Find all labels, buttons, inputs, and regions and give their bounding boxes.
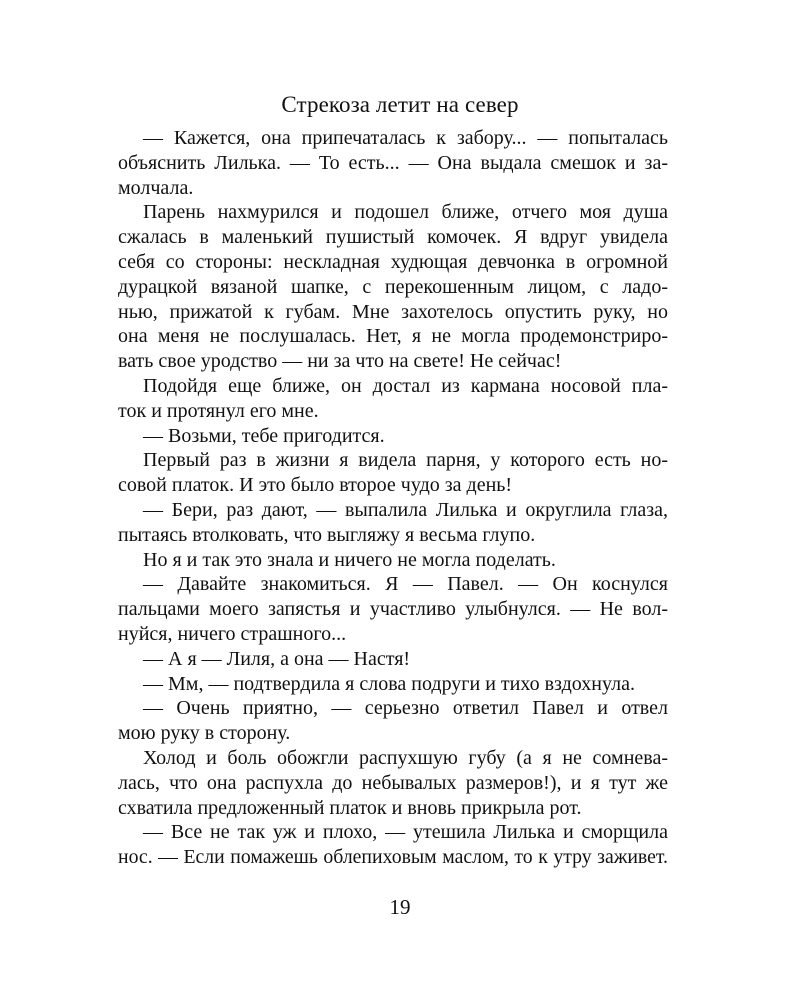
text-line: вать свое уродство — ни за что на свете! Не сейчас!: [118, 350, 562, 373]
text-line: — А я — Лиля, а она — Настя!: [143, 647, 411, 670]
text-line: нью, прижатой к губам. Мне захотелось опустить руку, но: [118, 300, 668, 323]
text-line: дурацкой вязаной шапке, с перекошенным лицом, с ладо-: [118, 275, 668, 298]
text-line: — Бери, раз дают, — выпалила Лилька и округлила глаза,: [143, 498, 668, 521]
text-line: пытаясь втолковать, что выгляжу я весьма глупо.: [118, 523, 536, 546]
page-number: 19: [389, 895, 411, 919]
text-line: сжалась в маленький пушистый комочек. Я вдруг увидела: [118, 226, 668, 249]
text-line: Парень нахмурился и подошел ближе, отчего моя душа: [143, 201, 668, 224]
text-line: Холод и боль обожгли распухшую губу (а я не сомнева-: [143, 746, 668, 769]
text-line: себя со стороны: нескладная худющая девчонка в огромной: [118, 250, 668, 273]
text-line: она меня не послушалась. Нет, я не могла продемонстриро-: [118, 325, 668, 348]
text-line: схватила предложенный платок и вновь прикрыла рот.: [118, 796, 582, 819]
text-line: пальцами моего запястья и участливо улыбнулся. — Не вол-: [118, 598, 668, 621]
text-line: ток и протянул его мне.: [118, 399, 319, 422]
text-line: — Мм, — подтвердила я слова подруги и тихо вздохнула.: [143, 672, 635, 695]
text-line: Но я и так это знала и ничего не могла поделать.: [143, 548, 556, 571]
text-line: объяснить Лилька. — То есть... — Она выдала смешок и за-: [118, 151, 668, 174]
text-line: нуйся, ничего страшного...: [118, 622, 347, 645]
text-line: нос. — Если помажешь облепиховым маслом, то к утру заживет.: [118, 846, 668, 869]
text-line: — Очень приятно, — серьезно ответил Павел и отвел: [143, 697, 668, 720]
running-head: Стрекоза летит на север: [281, 92, 519, 117]
text-line: Подойдя еще ближе, он достал из кармана носовой пла-: [143, 374, 668, 397]
text-line: — Все не так уж и плохо, — утешила Лилька и сморщила: [143, 821, 668, 844]
text-line: лась, что она распухла до небывалых размеров!), и я тут же: [118, 771, 668, 794]
text-line: молчала.: [118, 176, 194, 199]
text-line: — Давайте знакомиться. Я — Павел. — Он коснулся: [143, 573, 668, 596]
text-line: — Возьми, тебе пригодится.: [143, 424, 385, 447]
text-line: мою руку в сторону.: [118, 722, 291, 745]
text-line: Первый раз в жизни я видела парня, у которого есть но-: [143, 449, 668, 472]
text-line: — Кажется, она припечаталась к забору... — попыталась: [143, 127, 668, 149]
text-line: совой платок. И это было второе чудо за день!: [118, 474, 513, 497]
body-text: [118, 126, 668, 870]
